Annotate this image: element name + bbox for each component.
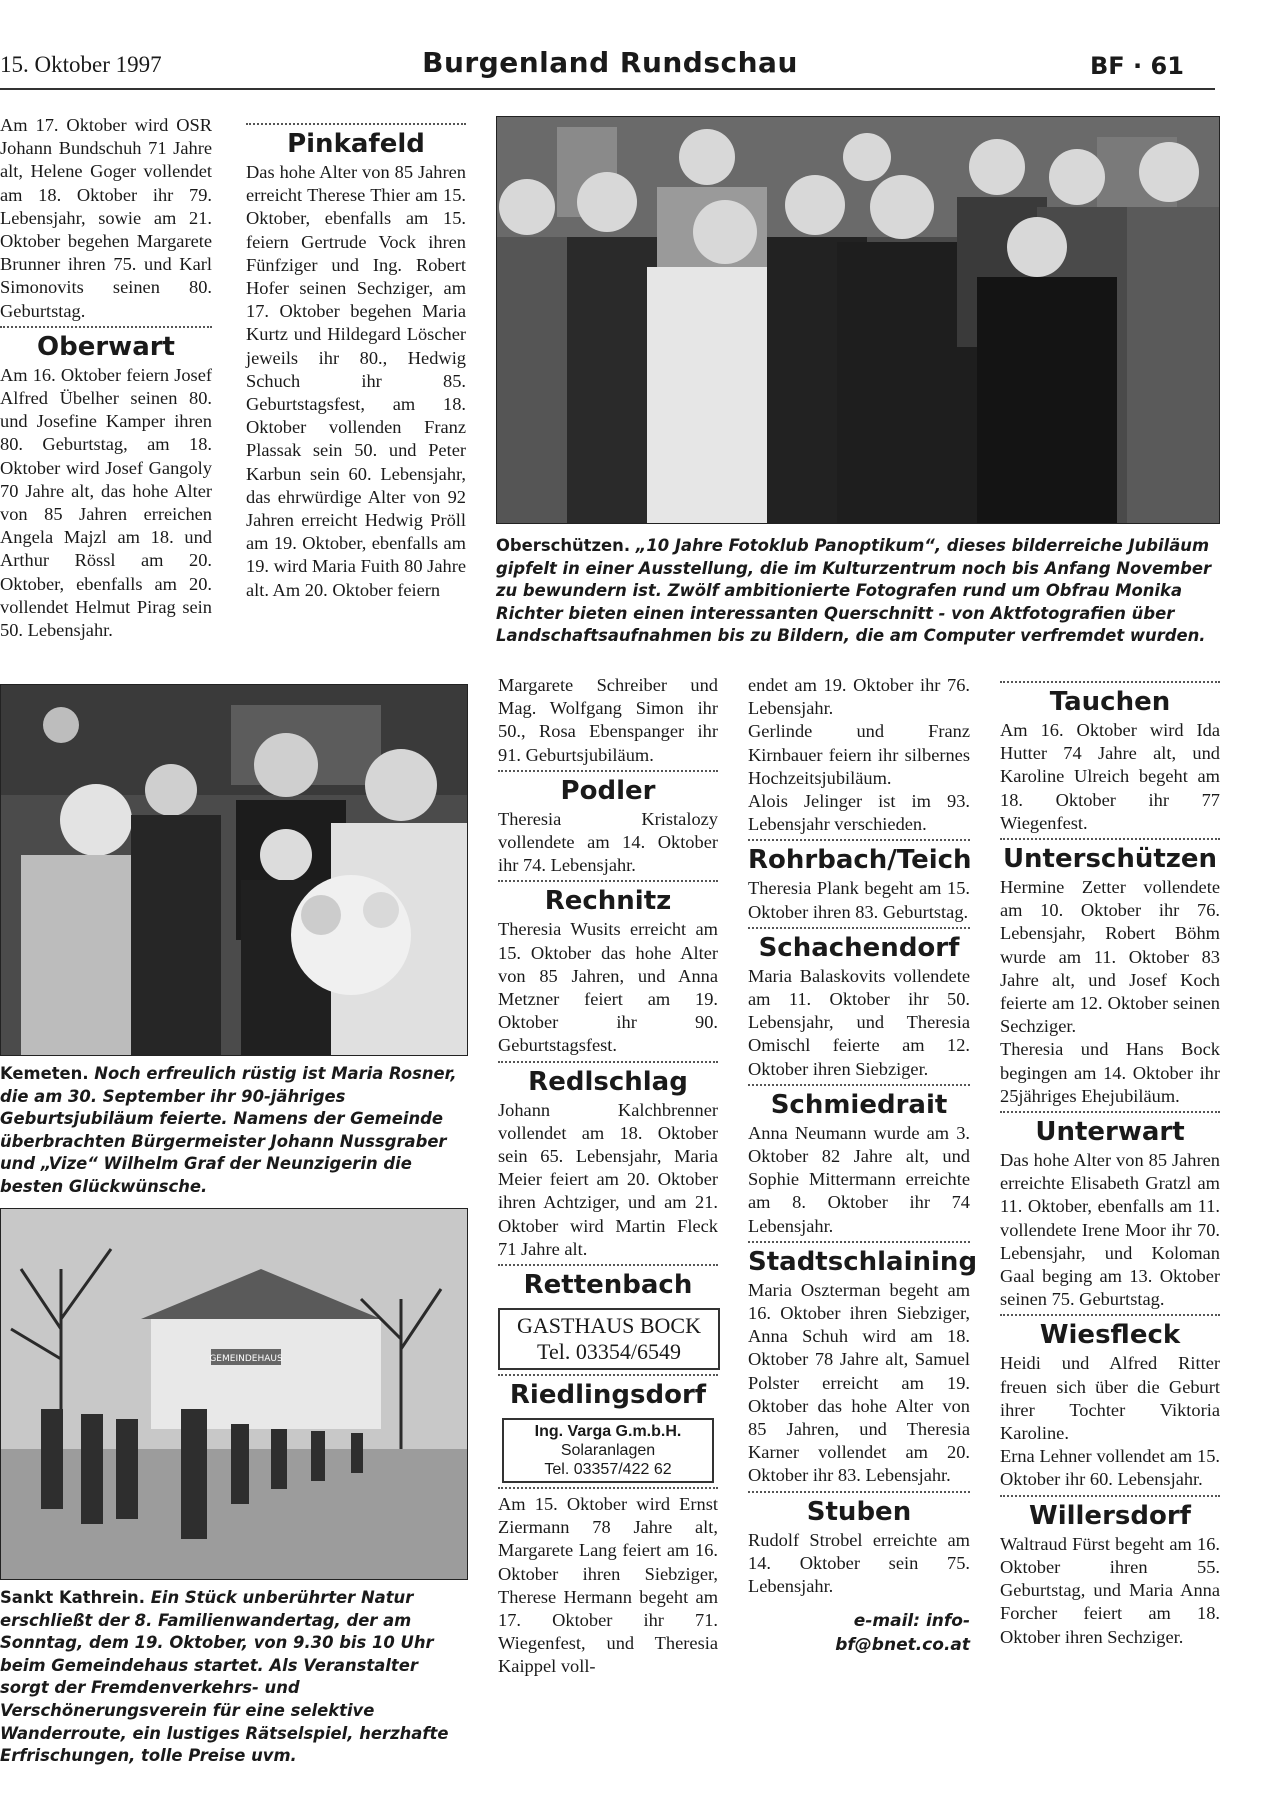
divider <box>748 927 970 929</box>
article-tauchen: Am 16. Oktober wird Ida Hutter 74 Jahre alt, und Karoline Ulreich begeht am 18. Oktober ihr 77 Wiegenfest. <box>1000 720 1220 833</box>
divider <box>498 770 718 772</box>
ad-name: Ing. Varga G.m.b.H. <box>534 1423 682 1441</box>
divider <box>0 326 212 328</box>
article-rechnitz: Theresia Wusits erreicht am 15. Oktober das hohe Alter von 85 Jahren, und Anna Metzner feiert am 19. Oktober ihr 90. Geburtstagsfest. <box>498 919 718 1056</box>
heading-redlschlag: Redlschlag <box>528 1066 688 1097</box>
column-4 <box>748 674 978 1657</box>
divider <box>498 1374 718 1376</box>
heading-schmiedrait: Schmiedrait <box>770 1089 948 1120</box>
ad-gasthaus-bock <box>498 1308 720 1370</box>
divider <box>1000 838 1220 840</box>
heading-oberwart: Oberwart <box>37 331 175 362</box>
sankt-kathrein-photo-image <box>1 1209 467 1579</box>
photo-sankt-kathrein <box>0 1208 468 1580</box>
heading-pinkafeld: Pinkafeld <box>287 129 425 159</box>
article-willersdorf: Waltraud Fürst begeht am 16. Oktober ihren 55. Geburtstag, und Maria Anna Forcher feiert am 18. Oktober ihren Sechziger. <box>1000 1533 1220 1647</box>
heading-stuben: Stuben <box>806 1496 912 1527</box>
heading-wiesfleck: Wiesfleck <box>1039 1320 1181 1351</box>
divider <box>748 1241 970 1243</box>
article-lehner: Erna Lehner vollendet am 15. Oktober ihr 60. Lebensjahr. <box>1000 1446 1220 1490</box>
divider <box>1000 681 1220 683</box>
heading-unterschuetzen: Unterschützen <box>1002 844 1218 875</box>
ad-name: GASTHAUS BOCK <box>517 1313 701 1339</box>
caption-place: Sankt Kathrein. <box>0 1588 145 1607</box>
article-pinkafeld: Das hohe Alter von 85 Jahren erreicht Therese Thier am 15. Oktober, ebenfalls am 15. feiern Gertrude Vock ihren Fünfziger und Ing. Robert Hofer seinen Sechziger, am 17. Oktober begehen Maria Kurtz und Hildegard Löscher jeweils ihr 80., Hedwig Schuch ihr 85. Geburtstagsfest, am 18. Oktober vollenden Franz Plassak sein 50. und Peter Karbun sein 60. Lebensjahr, das ehrwürdige Alter von 92 Jahren erreicht Hedwig Pröll am 19. Oktober, ebenfalls am 19. wird Maria Fuith 80 Jahre alt. Am 20. Oktober feiern <box>246 162 466 600</box>
divider <box>246 123 466 125</box>
page-number: BF · 61 <box>1090 52 1184 80</box>
caption-text: Noch erfreulich rüstig ist Maria Rosner, die am 30. September ihr 90-jähriges Geburtsjubiläum feierte. Namens der Gemeinde überbrachten Bürgermeister Johann Nussgraber und „Vize“ Wilhelm Graf der Neunzigerin die besten Glückwünsche. <box>0 1064 457 1196</box>
kemeten-photo-image <box>1 685 467 1055</box>
heading-podler: Podler <box>560 775 656 806</box>
divider <box>498 880 718 882</box>
photo-fotoklub-group <box>496 116 1220 524</box>
caption-place: Kemeten. <box>0 1064 89 1083</box>
article-schmiedrait: Anna Neumann wurde am 3. Oktober 82 Jahre alt, und Sophie Mittermann erreichte am 8. Oktober ihr 74 Lebensjahr. <box>748 1122 970 1236</box>
article-stadtschlaining: Maria Oszterman begeht am 16. Oktober ihren Siebziger, Anna Schuh wird am 18. Oktober 78 Jahre alt, Samuel Polster erreicht am 19. Oktober das hohe Alter von 85 Jahren, und Theresia Karner vollendet am 20. Oktober ihr 83. Lebensjahr. <box>748 1279 970 1486</box>
heading-riedlingsdorf: Riedlingsdorf <box>509 1380 707 1411</box>
caption-text: Ein Stück unberührter Natur erschließt der 8. Familienwandertag, der am Sonntag, dem 19. Oktober, von 9.30 bis 10 Uhr beim Gemeindehaus startet. Als Veranstalter sorgt der Fremdenverkehrs- und Verschönerungsverein für eine selektive Wanderroute, ein lustiges Rätselspiel, herzhafte Erfrischungen, tolle Preise uvm. <box>0 1588 449 1766</box>
article-kirnbauer: Gerlinde und Franz Kirnbauer feiern ihr silbernes Hochzeitsjubiläum. <box>748 721 970 788</box>
heading-tauchen: Tauchen <box>1049 687 1171 717</box>
heading-schachendorf: Schachendorf <box>758 932 960 963</box>
article-unterschuetzen: Hermine Zetter vollendete am 10. Oktober ihr 76. Lebensjahr, Robert Böhm wurde am 11. Oktober 83 Jahre alt, und Josef Koch feierte am 12. Oktober seinen Sechziger. <box>1000 877 1220 1037</box>
article-wiesfleck: Heidi und Alfred Ritter freuen sich über die Geburt ihrer Tochter Viktoria Karoline. <box>1000 1353 1220 1444</box>
article-redlschlag: Johann Kalchbrenner vollendet am 18. Oktober sein 65. Lebensjahr, Maria Meier feiert am 20. Oktober ihren Achtziger, und am 21. Oktober wird Martin Fleck 71 Jahre alt. <box>498 1099 718 1259</box>
newspaper-title: Burgenland Rundschau <box>422 46 798 79</box>
article-unterwart: Das hohe Alter von 85 Jahren erreichte Elisabeth Gratzl am 11. Oktober, ebenfalls am 11. vollendete Irene Moor ihr 70. Lebensjahr, und Koloman Gaal beging am 13. Oktober seinen 75. Geburtstag. <box>1000 1150 1220 1310</box>
column-3 <box>498 674 718 1679</box>
divider <box>748 1084 970 1086</box>
divider <box>1000 1111 1220 1113</box>
heading-unterwart: Unterwart <box>1035 1117 1185 1148</box>
heading-willersdorf: Willersdorf <box>1029 1500 1191 1531</box>
heading-rettenbach: Rettenbach <box>523 1270 693 1301</box>
divider <box>1000 1495 1220 1497</box>
divider <box>498 1061 718 1063</box>
photo-kemeten <box>0 684 468 1056</box>
building-sign: GEMEINDEHAUS <box>209 1354 283 1364</box>
heading-stadtschlaining: Stadtschlaining <box>748 1246 978 1277</box>
caption-oberschuetzen <box>496 535 1218 648</box>
article-continued: Margarete Schreiber und Mag. Wolfgang Simon ihr 50., Rosa Ebenspanger ihr 91. Geburtsjubiläum. <box>498 675 718 765</box>
article-riedlingsdorf: Am 15. Oktober wird Ernst Ziermann 78 Jahre alt, Margarete Lang feiert am 16. Oktober ihren Siebziger, Therese Hermann begeht am 17. Oktober ihr 71. Wiegenfest, und Theresia Kaippel voll- <box>498 1494 718 1677</box>
contact-email[interactable]: e-mail: info-bf@bnet.co.at <box>835 1611 970 1655</box>
ad-phone: Tel. 03354/6549 <box>537 1339 681 1365</box>
divider <box>498 1264 718 1266</box>
heading-rohrbach-teich: Rohrbach/Teich <box>748 845 972 876</box>
article-bock-jubilee: Theresia und Hans Bock begingen am 14. Oktober ihr 25jähriges Ehejubiläum. <box>1000 1039 1220 1106</box>
article-stuben: Rudolf Strobel erreichte am 14. Oktober sein 75. Lebensjahr. <box>748 1529 970 1597</box>
heading-rechnitz: Rechnitz <box>544 886 672 917</box>
divider <box>498 1487 718 1489</box>
divider <box>748 1491 970 1493</box>
article-continued: endet am 19. Oktober ihr 76. Lebensjahr. <box>748 675 970 719</box>
ad-phone: Tel. 03357/422 62 <box>544 1461 672 1479</box>
column-5 <box>1000 678 1220 1649</box>
group-photo-image <box>497 117 1219 523</box>
article-birthdays-intro: Am 17. Oktober wird OSR Johann Bundschuh 71 Jahre alt, Helene Goger vollendet am 18. Oktober ihr 79. Lebensjahr, sowie am 21. Oktober begehen Margarete Brunner ihren 75. und Karl Simonovits seinen 80. Geburtstag. <box>0 115 212 321</box>
issue-date: 15. Oktober 1997 <box>0 52 162 77</box>
column-1 <box>0 114 212 642</box>
article-jelinger: Alois Jelinger ist im 93. Lebensjahr verschieden. <box>748 791 970 835</box>
caption-place: Oberschützen. <box>496 536 631 555</box>
column-2 <box>246 120 466 602</box>
article-podler: Theresia Kristalozy vollendete am 14. Oktober ihr 74. Lebensjahr. <box>498 808 718 876</box>
caption-kemeten <box>0 1063 466 1199</box>
header-rule <box>0 88 1215 90</box>
divider <box>1000 1314 1220 1316</box>
divider <box>748 839 970 841</box>
article-rohrbach-teich: Theresia Plank begeht am 15. Oktober ihren 83. Geburtstag. <box>748 878 970 922</box>
article-schachendorf: Maria Balaskovits vollendete am 11. Oktober ihr 50. Lebensjahr, und Theresia Omischl feierte am 12. Oktober ihren Siebziger. <box>748 965 970 1079</box>
article-oberwart: Am 16. Oktober feiern Josef Alfred Übelher seinen 80. und Josefine Kamper ihren 80. Geburtstag, am 18. Oktober wird Josef Gangoly 70 Jahre alt, das hohe Alter von 85 Jahren erreichen Angela Majzl am 18. und Arthur Rössl am 20. Oktober, ebenfalls am 20. vollendet Helmut Pirag sein 50. Lebensjahr. <box>0 364 212 641</box>
caption-text: „10 Jahre Fotoklub Panoptikum“, dieses bilderreiche Jubiläum gipfelt in einer Ausstellung, die im Kulturzentrum noch bis Anfang November zu bewundern ist. Zwölf ambitionierte Fotografen rund um Obfrau Monika Richter bieten einen interessanten Querschnitt - von Aktfotografien über Landschaftsaufnahmen bis zu Bildern, die am Computer verfremdet wurden. <box>496 536 1212 646</box>
caption-sankt-kathrein <box>0 1587 466 1768</box>
ad-business: Solaranlagen <box>560 1442 656 1460</box>
ad-varga <box>502 1418 714 1483</box>
